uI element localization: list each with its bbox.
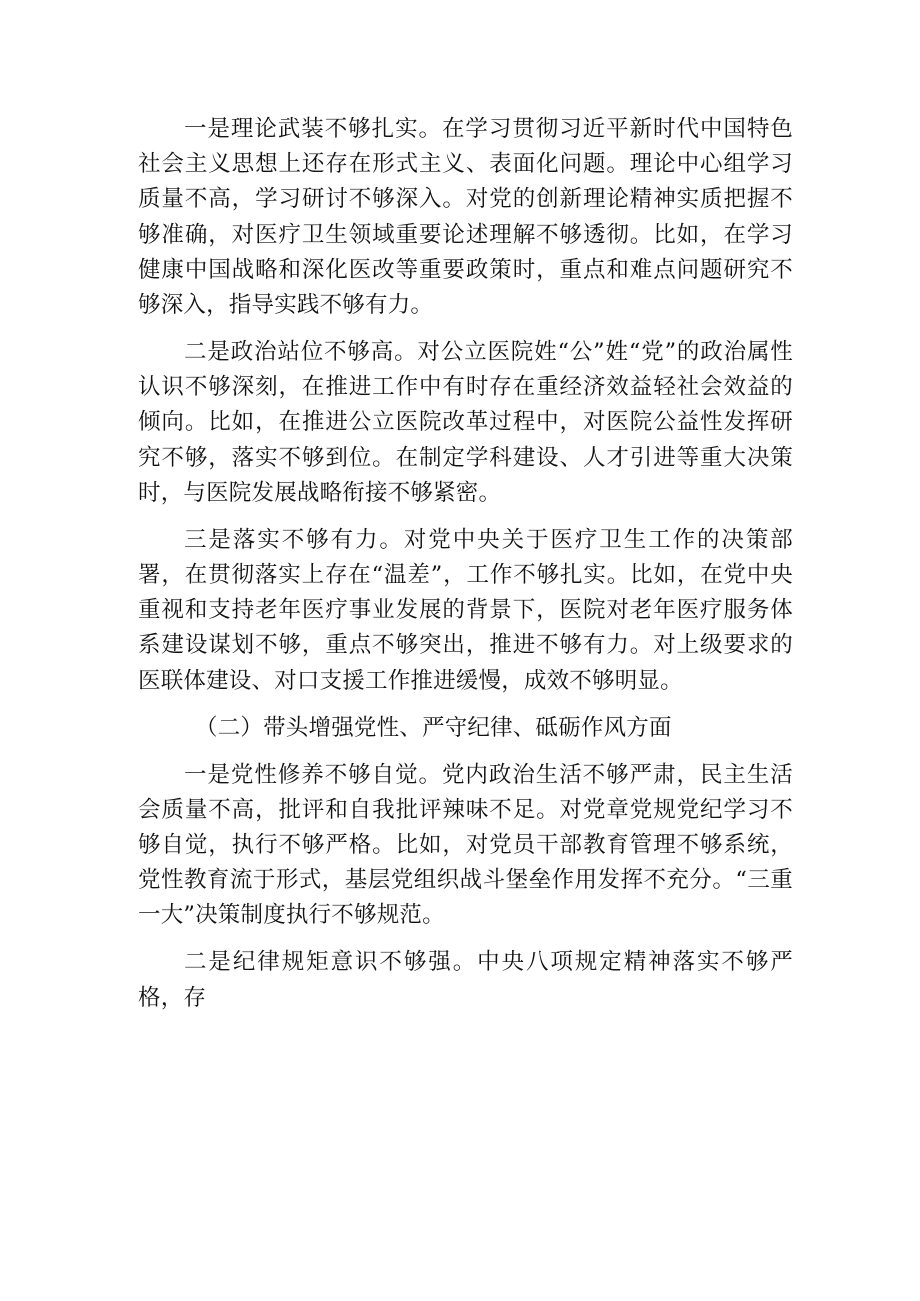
paragraph-discipline: 二是纪律规矩意识不够强。中央八项规定精神落实不够严格，存 bbox=[138, 949, 793, 1011]
document-body bbox=[138, 112, 793, 1028]
paragraph-implementation: 三是落实不够有力。对党中央关于医疗卫生工作的决策部署，在贯彻落实上存在“温差”，工作不够扎实。比如，在党中央重视和支持老年医疗事业发展的背景下，医院对老年医疗服务体系建设谋划不够，重点不够突出，推进不够有力。对上级要求的医联体建设、对口支援工作推进缓慢，成效不够明显。 bbox=[138, 526, 793, 694]
paragraph-political-stance: 二是政治站位不够高。对公立医院姓“公”姓“党”的政治属性认识不够深刻，在推进工作中有时存在重经济效益轻社会效益的倾向。比如，在推进公立医院改革过程中，对医院公益性发挥研究不够，落实不够到位。在制定学科建设、人才引进等重大决策时，与医院发展战略衔接不够紧密。 bbox=[138, 339, 793, 506]
section-heading: （二）带头增强党性、严守纪律、砥砺作风方面 bbox=[195, 714, 672, 741]
paragraph-theory-arming: 一是理论武装不够扎实。在学习贯彻习近平新时代中国特色社会主义思想上还存在形式主义、表面化问题。理论中心组学习质量不高，学习研讨不够深入。对党的创新理论精神实质把握不够准确，对医疗卫生领域重要论述理解不够透彻。比如，在学习健康中国战略和深化医改等重要政策时，重点和难点问题研究不够深入，指导实践不够有力。 bbox=[138, 116, 793, 319]
paragraph-party-spirit: 一是党性修养不够自觉。党内政治生活不够严肃，民主生活会质量不高，批评和自我批评辣味不足。对党章党规党纪学习不够自觉，执行不够严格。比如，对党员干部教育管理不够系统，党性教育流于形式，基层党组织战斗堡垒作用发挥不充分。“三重一大”决策制度执行不够规范。 bbox=[138, 761, 793, 929]
